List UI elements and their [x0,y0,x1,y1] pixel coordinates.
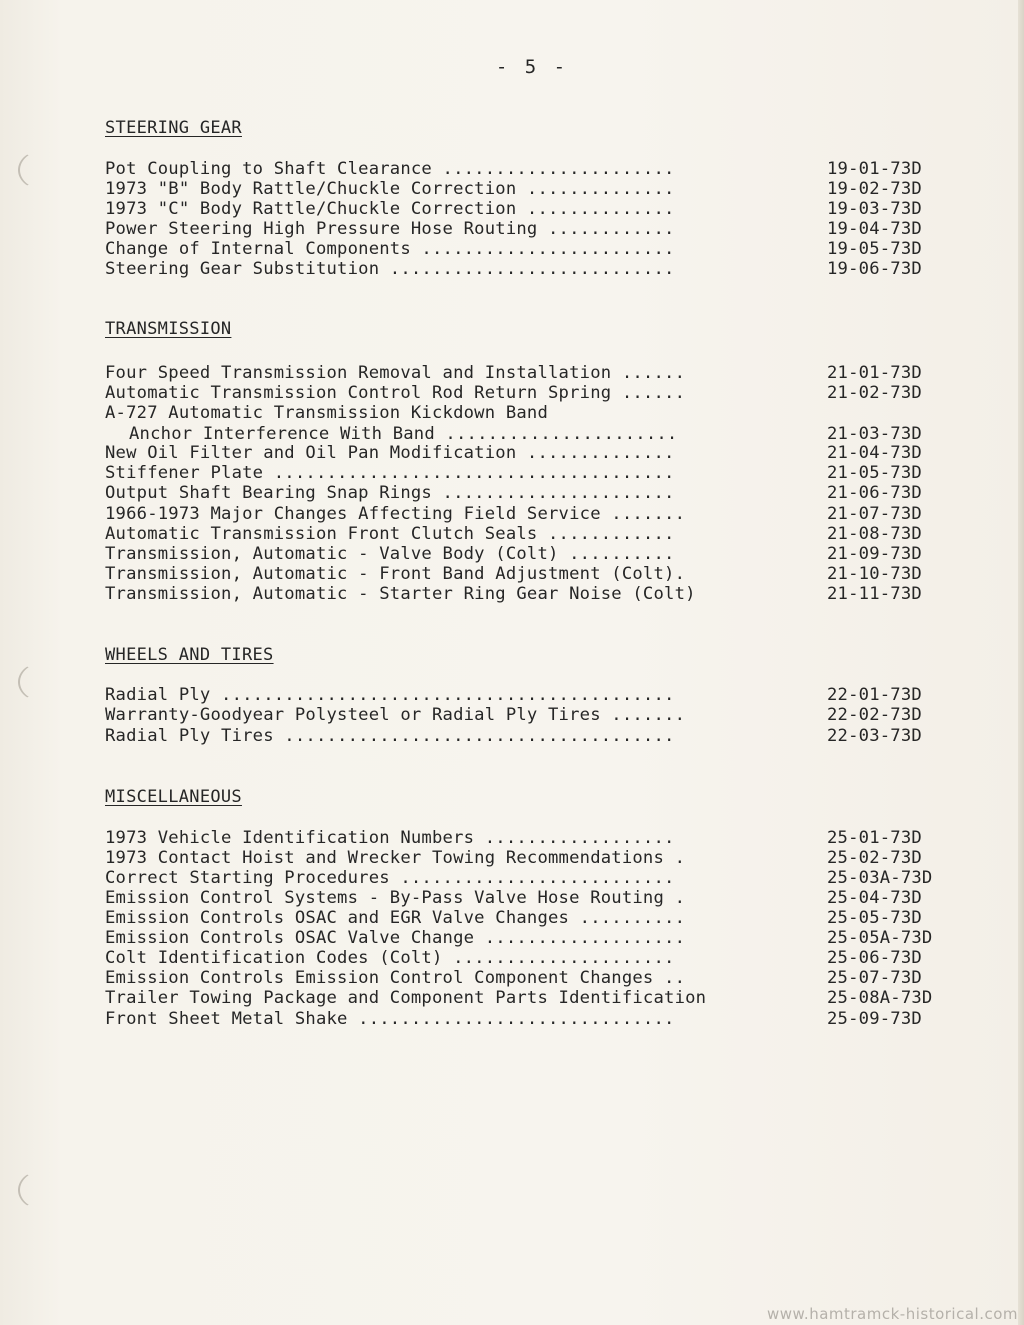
page-number: - 5 - [495,56,569,78]
list-item: 1973 "B" Body Rattle/Chuckle Correction .............. [105,179,675,199]
list-item: New Oil Filter and Oil Pan Modification .............. [105,443,675,463]
list-item: 1973 Vehicle Identification Numbers .................. [105,828,675,848]
bulletin-code: 21-08-73D [827,524,922,544]
list-item: 1973 Contact Hoist and Wrecker Towing Recommendations . [105,848,686,868]
list-item: Change of Internal Components ........................ [105,239,675,259]
list-item: Radial Ply ........................................... [105,685,675,705]
bulletin-code: 21-06-73D [827,483,922,503]
bulletin-code: 22-03-73D [827,726,922,746]
bulletin-code: 21-02-73D [827,383,922,403]
bulletin-code: 25-05A-73D [827,928,933,948]
bulletin-code: 25-04-73D [827,888,922,908]
punch-hole-bottom [18,1170,68,1210]
section-heading-wheels-and-tires: WHEELS AND TIRES [105,645,274,665]
bulletin-code: 25-07-73D [827,968,922,988]
list-item: Front Sheet Metal Shake .............................. [105,1009,675,1029]
list-item: Transmission, Automatic - Front Band Adjustment (Colt). [105,564,686,584]
list-item: Transmission, Automatic - Valve Body (Colt) .......... [105,544,675,564]
list-item: Correct Starting Procedures .......................... [105,868,675,888]
bulletin-code: 22-02-73D [827,705,922,725]
list-item-continuation: Anchor Interference With Band ...................... [129,424,678,444]
bulletin-code: 21-09-73D [827,544,922,564]
list-item: Four Speed Transmission Removal and Installation ...... [105,363,686,383]
list-item: Pot Coupling to Shaft Clearance ...................... [105,159,675,179]
bulletin-code: 25-08A-73D [827,988,933,1008]
bulletin-code: 25-09-73D [827,1009,922,1029]
bulletin-code: 21-07-73D [827,504,922,524]
list-item: 1973 "C" Body Rattle/Chuckle Correction .............. [105,199,675,219]
bulletin-code: 19-02-73D [827,179,922,199]
list-item: Emission Controls Emission Control Component Changes .. [105,968,686,988]
bulletin-code: 25-01-73D [827,828,922,848]
page-edge [1018,0,1024,1325]
bulletin-code: 25-02-73D [827,848,922,868]
section-heading-miscellaneous: MISCELLANEOUS [105,787,242,807]
bulletin-code: 21-01-73D [827,363,922,383]
list-item: Stiffener Plate ...................................... [105,463,675,483]
bulletin-code: 19-06-73D [827,259,922,279]
bulletin-code: 19-03-73D [827,199,922,219]
section-heading-steering-gear: STEERING GEAR [105,118,242,138]
list-item: Emission Control Systems - By-Pass Valve Hose Routing . [105,888,686,908]
bulletin-code: 25-06-73D [827,948,922,968]
list-item: Output Shaft Bearing Snap Rings ...................... [105,483,675,503]
bulletin-code: 25-03A-73D [827,868,933,888]
bulletin-code: 19-01-73D [827,159,922,179]
punch-hole-middle [18,662,68,702]
list-item: Power Steering High Pressure Hose Routing ............ [105,219,675,239]
list-item: Steering Gear Substitution ........................... [105,259,675,279]
list-item: Automatic Transmission Front Clutch Seals ............ [105,524,675,544]
bulletin-code: 19-05-73D [827,239,922,259]
list-item: Automatic Transmission Control Rod Return Spring ...... [105,383,686,403]
section-heading-transmission: TRANSMISSION [105,319,232,339]
list-item: Transmission, Automatic - Starter Ring Gear Noise (Colt) [105,584,696,604]
list-item: Colt Identification Codes (Colt) ..................... [105,948,675,968]
list-item: Warranty-Goodyear Polysteel or Radial Ply Tires ....... [105,705,686,725]
bulletin-code: 21-05-73D [827,463,922,483]
bulletin-code: 25-05-73D [827,908,922,928]
bulletin-code: 21-04-73D [827,443,922,463]
site-watermark: www.hamtramck-historical.com [767,1305,1018,1323]
bulletin-code: 19-04-73D [827,219,922,239]
list-item: 1966-1973 Major Changes Affecting Field Service ....... [105,504,686,524]
list-item: Emission Controls OSAC Valve Change ................... [105,928,686,948]
bulletin-code: 21-11-73D [827,584,922,604]
bulletin-code: 21-10-73D [827,564,922,584]
bulletin-code: 22-01-73D [827,685,922,705]
punch-hole-top [18,150,68,190]
bulletin-code: 21-03-73D [827,424,922,444]
list-item: Emission Controls OSAC and EGR Valve Changes .......... [105,908,686,928]
list-item: Trailer Towing Package and Component Parts Identification [105,988,707,1008]
list-item: A-727 Automatic Transmission Kickdown Band [105,403,549,423]
list-item: Radial Ply Tires ..................................... [105,726,675,746]
